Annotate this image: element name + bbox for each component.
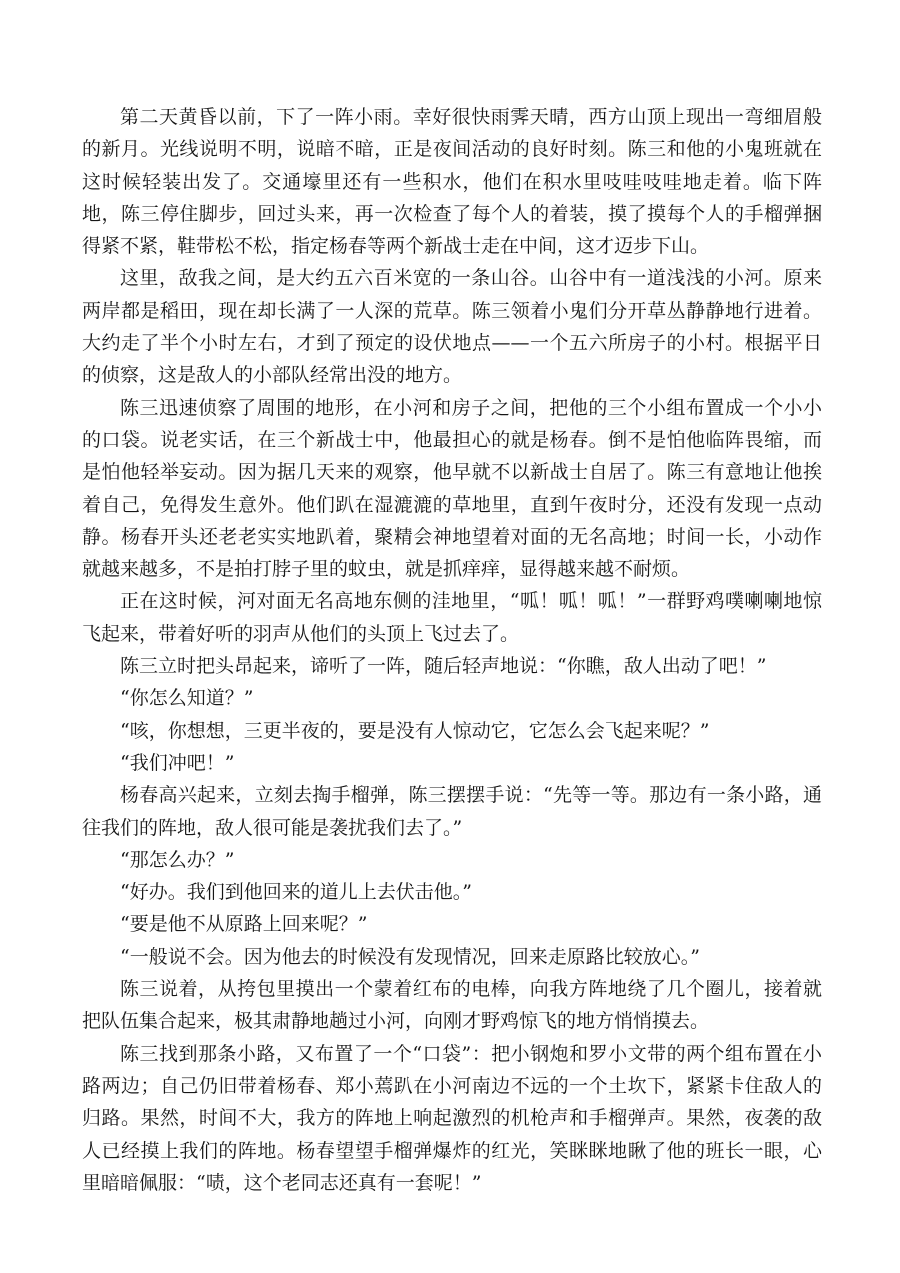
paragraph-chen-san-listens: 陈三立时把头昂起来，谛听了一阵，随后轻声地说：“你瞧，敌人出动了吧！” <box>120 655 767 678</box>
dialogue-line: “我们冲吧！” <box>120 751 235 774</box>
paragraph-wait: 杨春高兴起来，立刻去掏手榴弹，陈三摆摆手说：“先等一等。那边有一条小路，通往我们的阵地，敌人很可能是袭扰我们去了。” <box>82 784 822 839</box>
paragraph-pheasants: 正在这时候，河对面无名高地东侧的洼地里，“呱！呱！呱！”一群野鸡噗喇喇地惊飞起来，带着好听的羽声从他们的头顶上飞过去了。 <box>82 590 822 645</box>
dialogue-line: “一般说不会。因为他去的时候没有发现情况，回来走原路比较放心。” <box>120 945 700 968</box>
paragraph-second-pocket: 陈三找到那条小路，又布置了一个“口袋”：把小钢炮和罗小文带的两个组布置在小路两边；自己仍旧带着杨春、郑小蔫趴在小河南边不远的一个土坎下，紧紧卡住敌人的归路。果然，时间不大，我方的阵地上响起激烈的机枪声和手榴弹声。果然，夜袭的敌人已经摸上我们的阵地。杨春望望手榴弹爆炸的红光，笑眯眯地瞅了他的班长一眼，心里暗暗佩服：“啧，这个老同志还真有一套呢！” <box>82 1042 822 1194</box>
paragraph-signal: 陈三说着，从挎包里摸出一个蒙着红布的电棒，向我方阵地绕了几个圈儿，接着就把队伍集合起来，极其肃静地趟过小河，向刚才野鸡惊飞的地方悄悄摸去。 <box>82 978 822 1033</box>
dialogue-line: “要是他不从原路上回来呢？” <box>120 913 368 936</box>
dialogue-line: “好办。我们到他回来的道儿上去伏击他。” <box>120 881 472 904</box>
dialogue-line: “咳，你想想，三更半夜的，要是没有人惊动它，它怎么会飞起来呢？” <box>120 719 710 742</box>
dialogue-line: “你怎么知道？” <box>120 687 254 710</box>
paragraph-valley: 这里，敌我之间，是大约五六百米宽的一条山谷。山谷中有一道浅浅的小河。原来两岸都是稻田，现在却长满了一人深的荒草。陈三领着小鬼们分开草丛静静地行进着。大约走了半个小时左右，才到了预定的设伏地点——一个五六所房子的小村。根据平日的侦察，这是敌人的小部队经常出没的地方。 <box>82 267 822 387</box>
dialogue-line: “那怎么办？” <box>120 848 235 871</box>
paragraph-ambush-setup: 陈三迅速侦察了周围的地形，在小河和房子之间，把他的三个小组布置成一个小小的口袋。说老实话，在三个新战士中，他最担心的就是杨春。倒不是怕他临阵畏缩，而是怕他轻举妄动。因为据几天来的观察，他早就不以新战士自居了。陈三有意地让他挨着自己，免得发生意外。他们趴在湿漉漉的草地里，直到午夜时分，还没有发现一点动静。杨春开头还老老实实地趴着，聚精会神地望着对面的无名高地；时间一长，小动作就越来越多，不是拍打脖子里的蚊虫，就是抓痒痒，显得越来越不耐烦。 <box>82 396 822 581</box>
story-text <box>82 101 822 1199</box>
paragraph-dusk-departure: 第二天黄昏以前，下了一阵小雨。幸好很快雨霁天晴，西方山顶上现出一弯细眉般的新月。光线说明不明，说暗不暗，正是夜间活动的良好时刻。陈三和他的小鬼班就在这时候轻装出发了。交通壕里还有一些积水，他们在积水里吱哇吱哇地走着。临下阵地，陈三停住脚步，回过头来，再一次检查了每个人的着装，摸了摸每个人的手榴弹捆得紧不紧，鞋带松不松，指定杨春等两个新战士走在中间，这才迈步下山。 <box>82 106 822 258</box>
